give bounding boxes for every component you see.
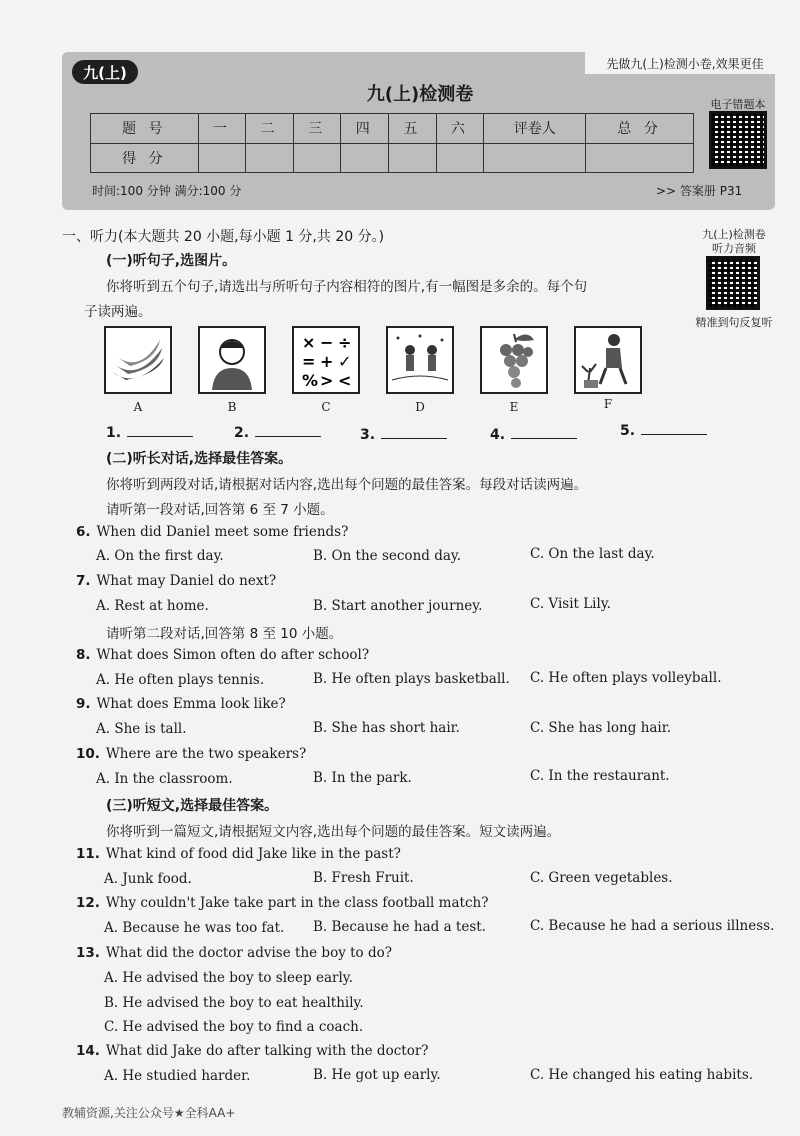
question-number: 12. [76,895,100,911]
option-c[interactable]: C. In the restaurant. [530,768,670,784]
exam-meta: 时间:100 分钟 满分:100 分 [92,184,242,198]
option-a[interactable]: A. He advised the boy to sleep early. [104,970,353,986]
option-a[interactable]: A. He often plays tennis. [96,672,265,688]
blank-number: 1. [106,425,122,441]
option-b[interactable]: B. He advised the boy to eat healthily. [104,995,364,1011]
question-text: What does Simon often do after school? [96,647,370,663]
boy-portrait-icon [200,328,264,392]
question [76,573,276,589]
math-symbol: + [320,352,334,371]
option-c[interactable]: C. Because he had a serious illness. [530,918,775,934]
score-blank[interactable] [246,143,294,173]
math-symbol: > [320,371,334,390]
score-blank[interactable] [586,143,694,173]
score-cell: 四 [341,114,389,144]
question [76,524,348,540]
answer-blank[interactable] [106,424,193,441]
qr-code-icon[interactable] [706,256,760,310]
picture-a [104,326,172,394]
option-b[interactable]: B. On the second day. [313,548,462,564]
question-number: 8. [76,647,91,663]
question [76,895,488,911]
question-number: 6. [76,524,91,540]
math-symbol: ✓ [338,352,352,371]
instruction: 请听第二段对话,回答第 8 至 10 小题。 [106,626,343,642]
option-b[interactable]: B. Fresh Fruit. [313,870,414,886]
picture-d [386,326,454,394]
answer-blank[interactable] [620,422,707,439]
qr-side-label: 听力音频 [712,242,756,255]
option-b[interactable]: B. Start another journey. [313,598,483,614]
score-blank[interactable] [389,143,437,173]
score-header-row [91,114,694,144]
option-a[interactable]: A. In the classroom. [96,771,233,787]
option-b[interactable]: B. She has short hair. [313,720,460,736]
picture-e [480,326,548,394]
score-blank[interactable] [293,143,341,173]
part-title: (三)听短文,选择最佳答案。 [106,798,279,814]
blank-number: 5. [620,423,636,439]
question-number: 9. [76,696,91,712]
instruction: 子读两遍。 [84,304,152,320]
option-c[interactable]: C. On the last day. [530,546,655,562]
picture-b [198,326,266,394]
instruction: 你将听到五个句子,请选出与所听句子内容相符的图片,有一幅图是多余的。每个句 [106,279,588,295]
answer-ref: >> 答案册 P31 [656,184,743,198]
score-cell: 五 [389,114,437,144]
question-text: What did the doctor advise the boy to do? [105,945,392,961]
score-cell: 二 [246,114,294,144]
tagline: 先做九(上)检测小卷,效果更佳 [585,52,785,74]
option-a[interactable]: A. On the first day. [96,548,224,564]
question [76,746,306,762]
section-title: 一、听力(本大题共 20 小题,每小题 1 分,共 20 分。) [62,229,385,245]
page-title: 九(上)检测卷 [366,84,474,105]
score-blank[interactable] [341,143,389,173]
question-text: What kind of food did Jake like in the past? [105,846,401,862]
math-symbol: ÷ [338,333,352,352]
option-c[interactable]: C. Green vegetables. [530,870,673,886]
bananas-icon [106,328,170,392]
footer-note: 教辅资源,关注公众号★全科AA+ [62,1106,236,1120]
qr-top-label: 电子错题本 [710,98,766,111]
snow-play-icon [388,328,452,392]
math-symbol: = [302,352,316,371]
instruction: 请听第一段对话,回答第 6 至 7 小题。 [106,502,334,518]
qr-code-icon[interactable] [709,111,767,169]
answer-blank[interactable] [234,424,321,441]
math-symbol: < [338,371,352,390]
math-symbol: − [320,333,334,352]
question [76,647,369,663]
option-b[interactable]: B. He often plays basketball. [313,671,510,687]
option-c[interactable]: C. He often plays volleyball. [530,670,722,686]
math-symbols-icon [294,328,358,392]
option-a[interactable]: A. Rest at home. [96,598,209,614]
picture-letter: D [415,400,425,414]
score-blank[interactable] [484,143,586,173]
option-a[interactable]: A. Because he was too fat. [104,920,285,936]
question-text: What does Emma look like? [96,696,286,712]
picture-f [574,326,642,394]
option-a[interactable]: A. Junk food. [104,871,192,887]
score-blank[interactable] [198,143,246,173]
grade-badge: 九(上) [72,60,138,84]
blank-number: 2. [234,425,250,441]
score-input-row [91,143,694,173]
question-text: Why couldn't Jake take part in the class football match? [105,895,489,911]
score-cell: 三 [293,114,341,144]
blank-number: 3. [360,427,376,443]
option-a[interactable]: A. She is tall. [96,721,187,737]
question-number: 7. [76,573,91,589]
part-title: (一)听句子,选图片。 [106,253,237,269]
option-b[interactable]: B. In the park. [313,770,412,786]
picture-letter: A [133,400,143,414]
score-row-label: 得 分 [91,143,199,173]
instruction: 你将听到一篇短文,请根据短文内容,选出每个问题的最佳答案。短文读两遍。 [106,824,561,840]
picture-letter: C [321,400,331,414]
score-cell: 评卷人 [484,114,586,144]
score-cell: 六 [436,114,484,144]
answer-blank[interactable] [360,426,447,443]
picture-letter: F [603,397,613,411]
picture-letter: B [227,400,237,414]
score-cell: 一 [198,114,246,144]
score-cell: 题 号 [91,114,199,144]
answer-blank[interactable] [490,426,577,443]
question-number: 14. [76,1043,100,1059]
blank-number: 4. [490,427,506,443]
question-text: What did Jake do after talking with the doctor? [105,1043,429,1059]
question-number: 10. [76,746,100,762]
question [76,846,401,862]
option-a[interactable]: A. He studied harder. [104,1068,251,1084]
gardening-icon [576,328,640,392]
question-text: When did Daniel meet some friends? [96,524,349,540]
option-c[interactable]: C. She has long hair. [530,720,672,736]
question [76,696,286,712]
score-blank[interactable] [436,143,484,173]
question-text: Where are the two speakers? [105,746,307,762]
grapes-icon [482,328,546,392]
option-c[interactable]: C. He advised the boy to find a coach. [104,1019,364,1035]
option-c[interactable]: C. He changed his eating habits. [530,1067,754,1083]
part-title: (二)听长对话,选择最佳答案。 [106,451,293,467]
math-symbol: × [302,333,316,352]
question-number: 11. [76,846,100,862]
option-c[interactable]: C. Visit Lily. [530,596,611,612]
score-table [90,113,694,173]
instruction: 你将听到两段对话,请根据对话内容,选出每个问题的最佳答案。每段对话读两遍。 [106,477,588,493]
score-cell: 总 分 [586,114,694,144]
qr-side-label: 精准到句反复听 [695,316,773,329]
option-b[interactable]: B. He got up early. [313,1067,441,1083]
question [76,945,392,961]
question-number: 13. [76,945,100,961]
qr-side-label: 九(上)检测卷 [702,228,766,241]
question [76,1043,429,1059]
picture-letter: E [509,400,519,414]
math-symbol: % [302,371,319,390]
option-b[interactable]: B. Because he had a test. [313,919,486,935]
picture-c [292,326,360,394]
question-text: What may Daniel do next? [96,573,277,589]
